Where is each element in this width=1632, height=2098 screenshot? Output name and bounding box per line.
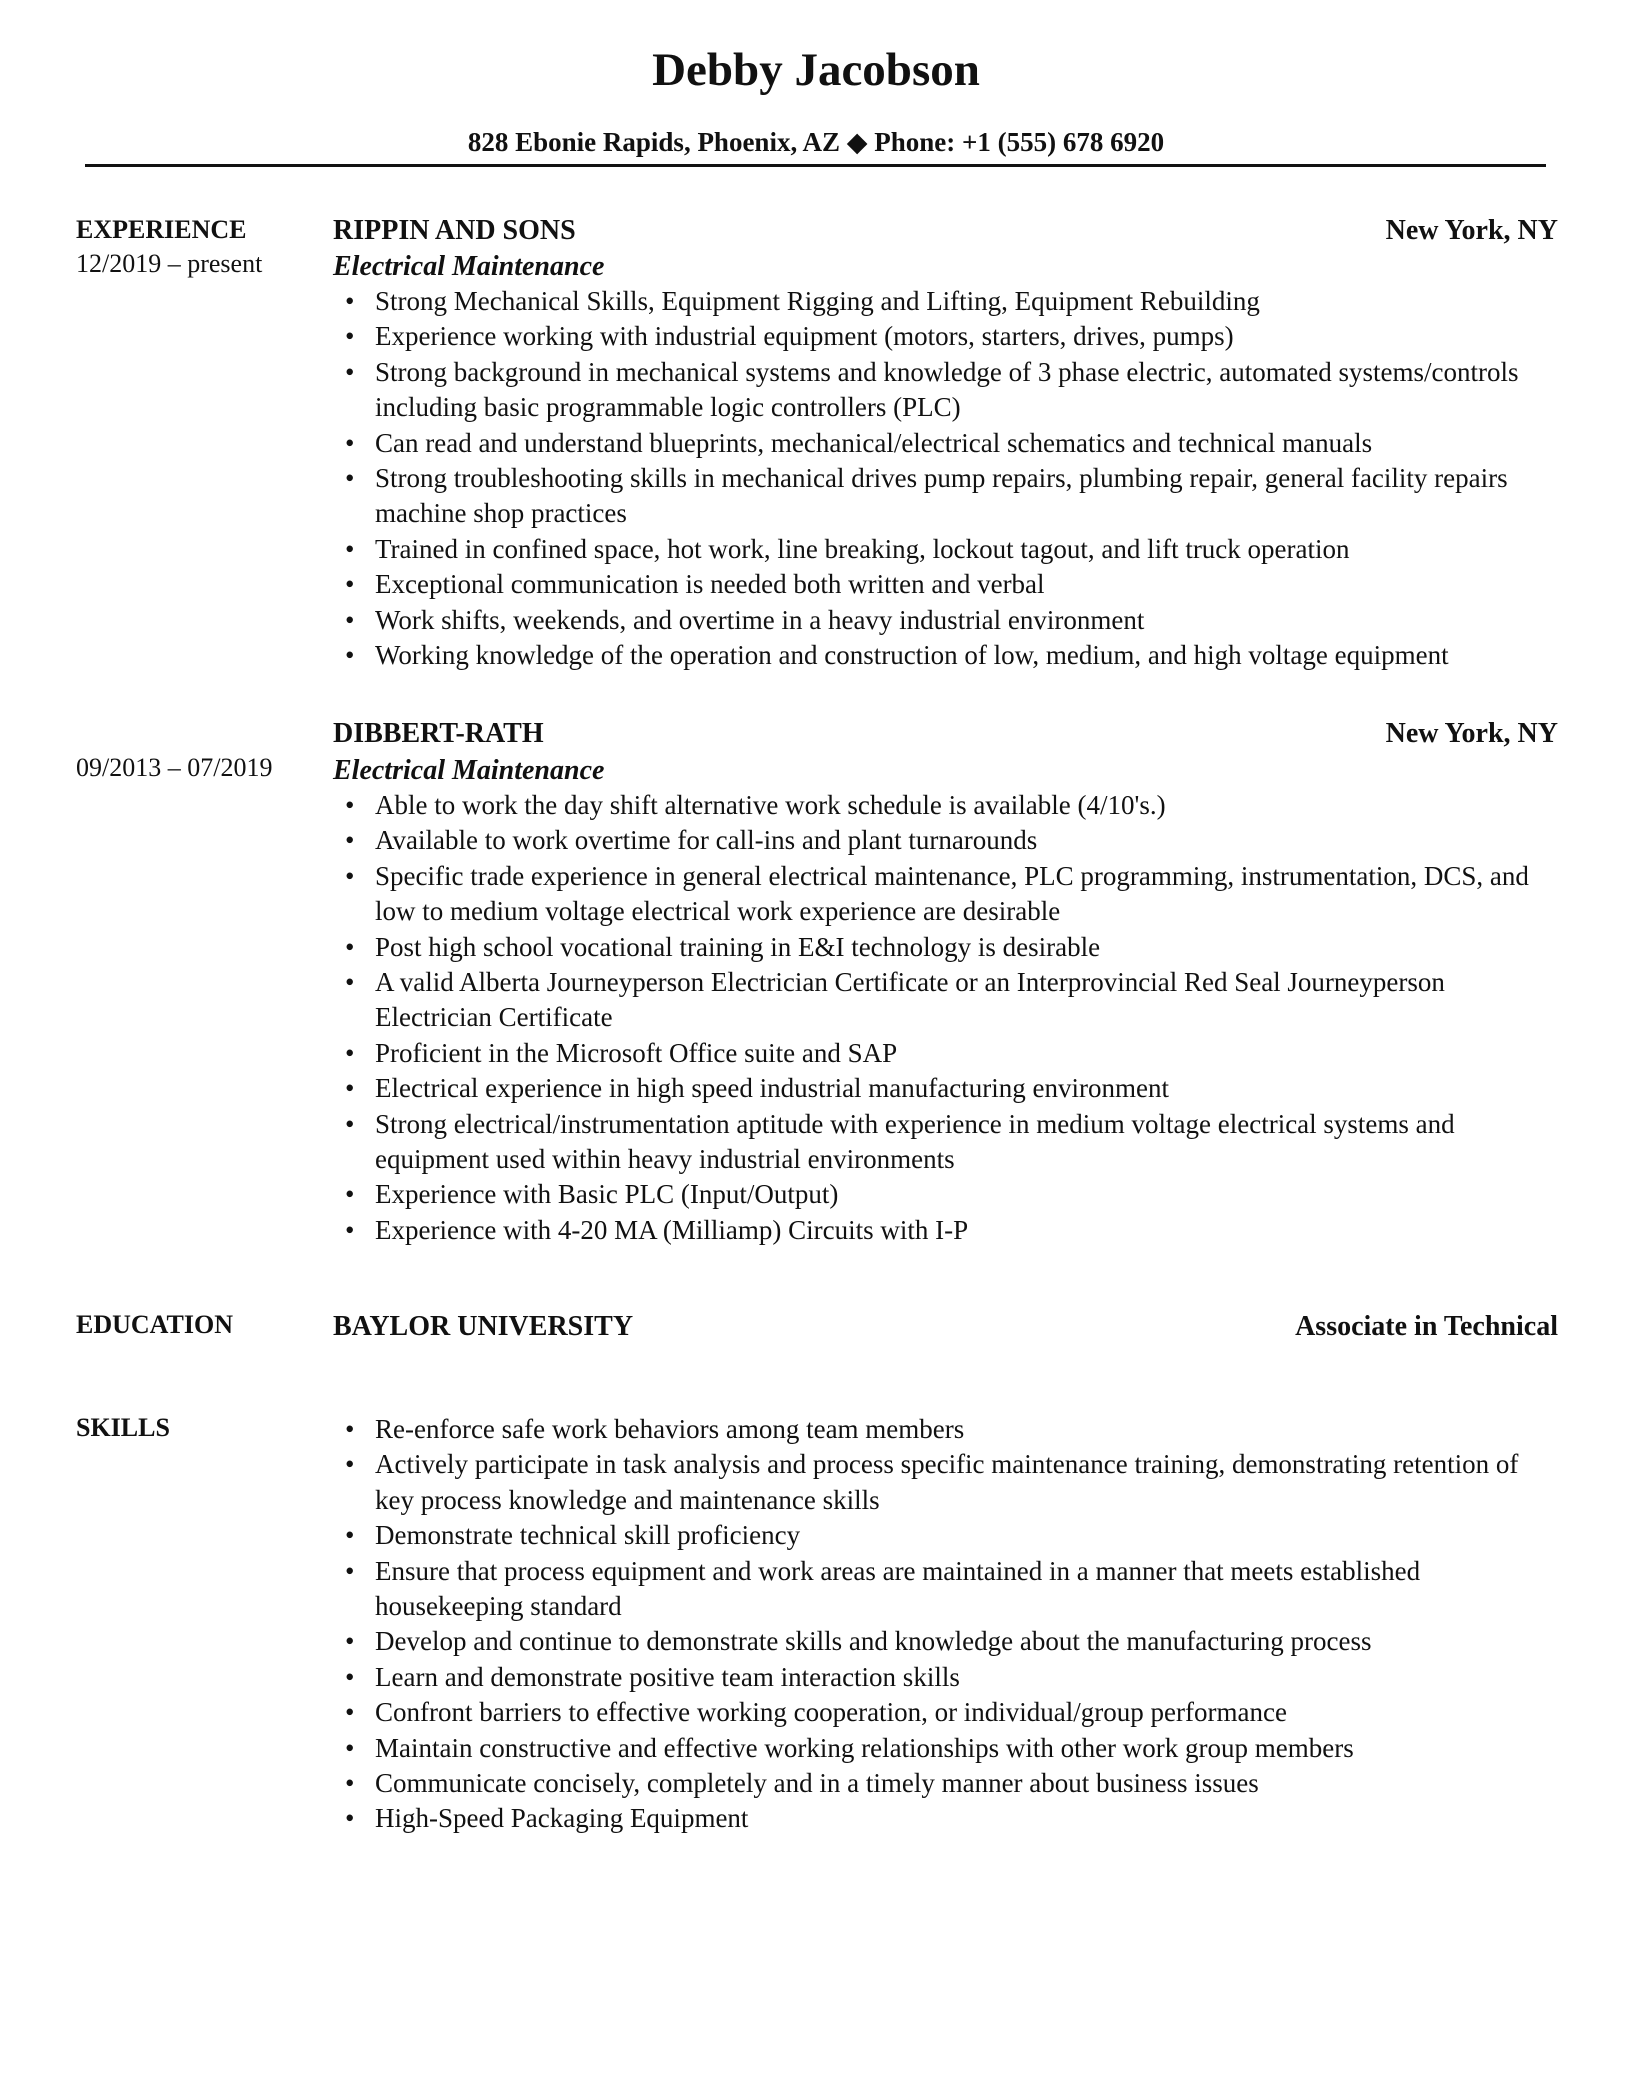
list-item: • Strong Mechanical Skills, Equipment Rigging and Lifting, Equipment Rebuilding (333, 284, 1563, 319)
list-item: • Electrical experience in high speed industrial manufacturing environment (333, 1071, 1563, 1106)
list-item: • Post high school vocational training in E&I technology is desirable (333, 930, 1563, 965)
list-item: • Actively participate in task analysis and process specific maintenance training, demonstrating retention of key process knowledge and maintenance skills (333, 1447, 1563, 1518)
job-bullet-list (333, 284, 1563, 673)
list-item: • Work shifts, weekends, and overtime in a heavy industrial environment (333, 603, 1563, 638)
section-label-skills: SKILLS (76, 1413, 170, 1442)
list-item: • Strong background in mechanical systems and knowledge of 3 phase electric, automated systems/controls including basic programmable logic controllers (PLC) (333, 355, 1563, 426)
list-item: • Can read and understand blueprints, mechanical/electrical schematics and technical manuals (333, 426, 1563, 461)
job-dates: 12/2019 – present (76, 249, 263, 278)
section-label-education: EDUCATION (76, 1310, 233, 1339)
list-item: • Communicate concisely, completely and in a timely manner about business issues (333, 1766, 1563, 1801)
phone: Phone: +1 (555) 678 6920 (874, 127, 1165, 157)
company-name: RIPPIN AND SONS (333, 215, 576, 246)
candidate-name: Debby Jacobson (652, 44, 980, 96)
list-item: • Maintain constructive and effective working relationships with other work group members (333, 1731, 1563, 1766)
list-item: • Able to work the day shift alternative work schedule is available (4/10's.) (333, 788, 1563, 823)
job-location: New York, NY (1385, 718, 1558, 749)
list-item: • A valid Alberta Journeyperson Electrician Certificate or an Interprovincial Red Seal Journeyperson Electrician Certificate (333, 965, 1563, 1036)
list-item: • Strong troubleshooting skills in mechanical drives pump repairs, plumbing repair, general facility repairs machine shop practices (333, 461, 1563, 532)
list-item: • Exceptional communication is needed both written and verbal (333, 567, 1563, 602)
job-bullet-list (333, 788, 1563, 1248)
list-item: • Available to work overtime for call-ins and plant turnarounds (333, 823, 1563, 858)
job-header (333, 716, 1558, 752)
job-header (333, 213, 1558, 249)
list-item: • Strong electrical/instrumentation aptitude with experience in medium voltage electrical systems and equipment used within heavy industrial environments (333, 1107, 1563, 1178)
list-item: • Re-enforce safe work behaviors among team members (333, 1412, 1563, 1447)
list-item: • Proficient in the Microsoft Office suite and SAP (333, 1036, 1563, 1071)
list-item: • Demonstrate technical skill proficiency (333, 1518, 1563, 1553)
list-item: • Learn and demonstrate positive team interaction skills (333, 1660, 1563, 1695)
list-item: • High-Speed Packaging Equipment (333, 1801, 1563, 1836)
list-item: • Experience with 4-20 MA (Milliamp) Circuits with I-P (333, 1213, 1563, 1248)
header-divider (85, 164, 1546, 167)
list-item: • Trained in confined space, hot work, line breaking, lockout tagout, and lift truck operation (333, 532, 1563, 567)
address: 828 Ebonie Rapids, Phoenix, AZ (467, 127, 840, 157)
contact-line (0, 124, 1632, 160)
list-item: • Confront barriers to effective working cooperation, or individual/group performance (333, 1695, 1563, 1730)
diamond-separator-icon: ◆ (846, 127, 868, 157)
list-item: • Ensure that process equipment and work areas are maintained in a manner that meets established housekeeping standard (333, 1554, 1563, 1625)
school-name: BAYLOR UNIVERSITY (333, 1311, 634, 1342)
list-item: • Experience working with industrial equipment (motors, starters, drives, pumps) (333, 319, 1563, 354)
list-item: • Specific trade experience in general electrical maintenance, PLC programming, instrumentation, DCS, and low to medium voltage electrical work experience are desirable (333, 859, 1563, 930)
company-name: DIBBERT-RATH (333, 718, 544, 749)
list-item: • Experience with Basic PLC (Input/Output) (333, 1177, 1563, 1212)
job-dates: 09/2013 – 07/2019 (76, 753, 273, 782)
job-title: Electrical Maintenance (333, 251, 605, 282)
education-header (333, 1309, 1558, 1345)
section-label-experience: EXPERIENCE (76, 215, 247, 244)
list-item: • Develop and continue to demonstrate skills and knowledge about the manufacturing process (333, 1624, 1563, 1659)
degree: Associate in Technical (1295, 1311, 1558, 1342)
job-location: New York, NY (1385, 215, 1558, 246)
job-title: Electrical Maintenance (333, 755, 605, 786)
list-item: • Working knowledge of the operation and construction of low, medium, and high voltage equipment (333, 638, 1563, 673)
skills-list (333, 1412, 1563, 1837)
